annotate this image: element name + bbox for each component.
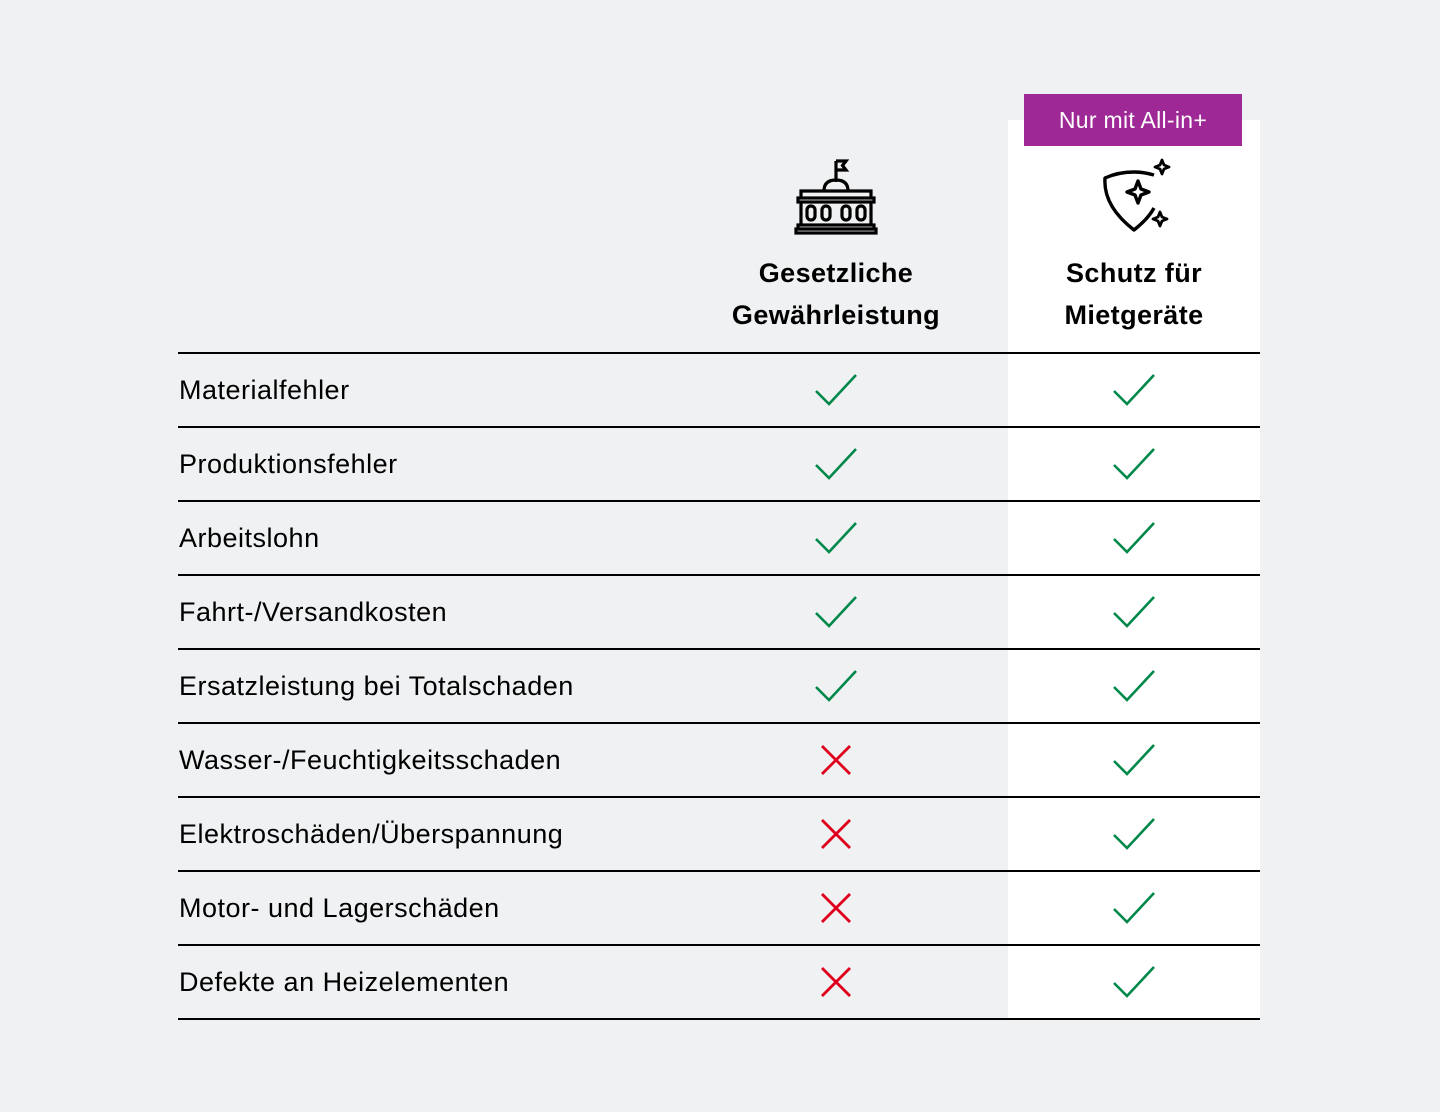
check-icon xyxy=(814,442,858,486)
table-row xyxy=(178,354,1260,426)
check-icon xyxy=(1112,812,1156,856)
row-label: Wasser-/Feuchtigkeitsschaden xyxy=(179,745,562,775)
column-title-line: Mietgeräte xyxy=(1064,300,1204,330)
column-title-line: Gewährleistung xyxy=(731,300,941,330)
row-label: Ersatzleistung bei Totalschaden xyxy=(179,671,574,701)
row-label: Defekte an Heizelementen xyxy=(179,967,510,997)
check-icon xyxy=(1112,368,1156,412)
column-title-rental-protection xyxy=(1008,252,1260,336)
shield-sparkle-icon xyxy=(1098,158,1172,232)
all-in-plus-badge: Nur mit All-in+ xyxy=(1024,94,1242,146)
row-label: Materialfehler xyxy=(179,375,350,405)
table-row xyxy=(178,650,1260,722)
check-icon xyxy=(1112,886,1156,930)
column-title-line: Schutz für xyxy=(1066,258,1202,288)
column-title-line: Gesetzliche xyxy=(758,258,914,288)
row-label: Fahrt-/Versandkosten xyxy=(179,597,448,627)
row-label: Elektroschäden/Überspannung xyxy=(179,819,564,849)
row-label: Produktionsfehler xyxy=(179,449,398,479)
row-label: Motor- und Lagerschäden xyxy=(179,893,500,923)
check-icon xyxy=(1112,442,1156,486)
table-row xyxy=(178,428,1260,500)
table-row xyxy=(178,872,1260,944)
check-icon xyxy=(814,590,858,634)
check-icon xyxy=(814,368,858,412)
cross-icon xyxy=(814,886,858,930)
table-row xyxy=(178,798,1260,870)
cross-icon xyxy=(814,812,858,856)
check-icon xyxy=(1112,590,1156,634)
check-icon xyxy=(1112,738,1156,782)
table-row xyxy=(178,724,1260,796)
check-icon xyxy=(814,516,858,560)
row-label: Arbeitslohn xyxy=(179,523,320,553)
comparison-table xyxy=(178,352,1260,1020)
cross-icon xyxy=(814,960,858,1004)
check-icon xyxy=(1112,664,1156,708)
building-icon xyxy=(794,158,878,238)
check-icon xyxy=(814,664,858,708)
column-title-legal-warranty xyxy=(706,252,966,336)
table-row xyxy=(178,576,1260,648)
table-row xyxy=(178,946,1260,1018)
table-row xyxy=(178,502,1260,574)
check-icon xyxy=(1112,516,1156,560)
row-divider xyxy=(178,1018,1260,1020)
cross-icon xyxy=(814,738,858,782)
check-icon xyxy=(1112,960,1156,1004)
